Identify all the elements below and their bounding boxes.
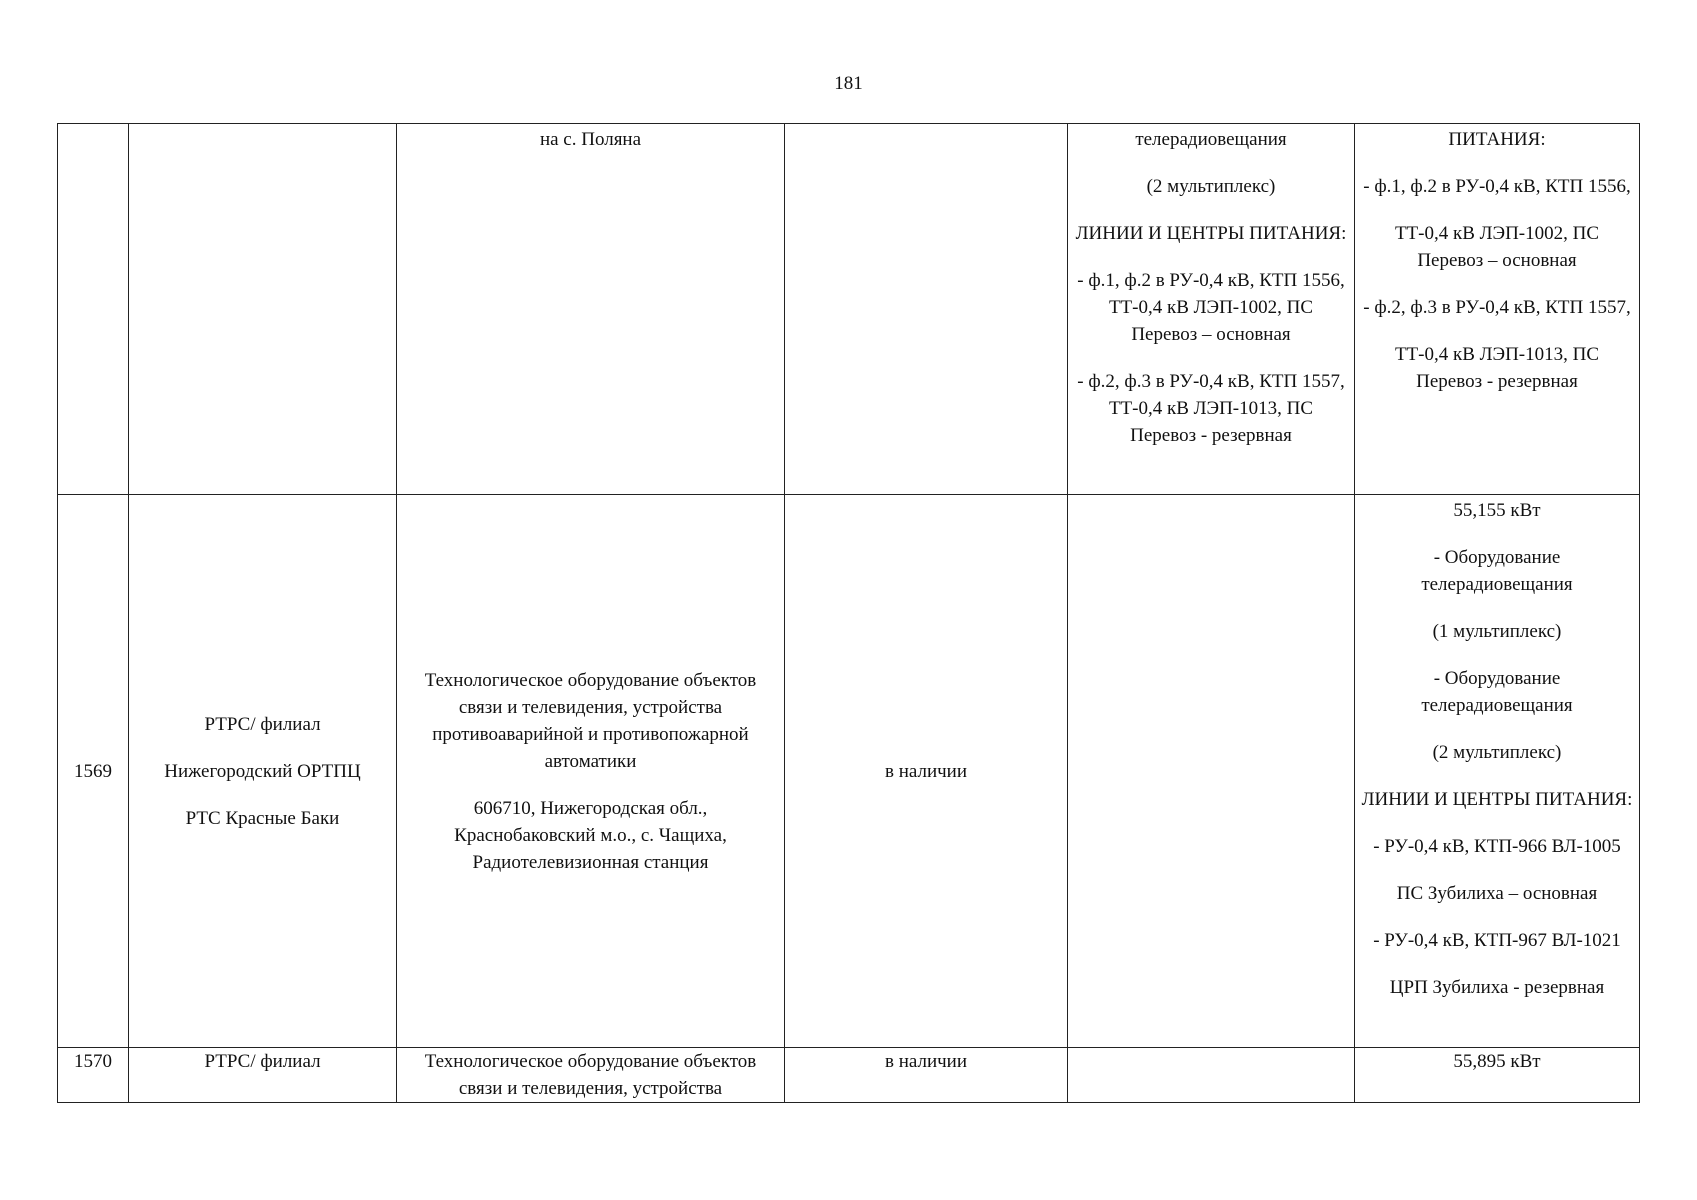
object-address: 606710, Нижегородская обл., Краснобаковский м.о., с. Чащиха, Радиотелевизионная станция (454, 797, 727, 873)
cell-object (397, 1048, 785, 1103)
col6-text: ЛИНИИ И ЦЕНТРЫ ПИТАНИЯ: (1361, 789, 1633, 810)
cell-object (397, 124, 785, 495)
cell-owner (129, 495, 397, 1048)
col5-text: - ф.2, ф.3 в РУ-0,4 кВ, КТП 1557, ТТ-0,4 кВ ЛЭП-1013, ПС Перевоз - резервная (1077, 371, 1345, 446)
cell-col6 (1355, 1048, 1640, 1103)
col5-text: телерадиовещания (1135, 129, 1287, 150)
col5-text: - ф.1, ф.2 в РУ-0,4 кВ, КТП 1556, ТТ-0,4 кВ ЛЭП-1002, ПС Перевоз – основная (1077, 270, 1345, 345)
row-number: 1570 (74, 1051, 112, 1072)
table-row (58, 495, 1640, 1048)
cell-col5 (1068, 495, 1355, 1048)
power-value: 55,895 кВт (1453, 1051, 1541, 1072)
col6-text: - РУ-0,4 кВ, КТП-966 ВЛ-1005 (1373, 836, 1621, 857)
owner-text: Нижегородский ОРТПЦ (164, 760, 361, 782)
table-row (58, 124, 1640, 495)
cell-col6 (1355, 124, 1640, 495)
cell-status (785, 495, 1068, 1048)
col5-text: (2 мультиплекс) (1146, 176, 1276, 197)
cell-status (785, 124, 1068, 495)
col6-text: ЦРП Зубилиха - резервная (1389, 977, 1605, 998)
owner-text: РТС Красные Баки (185, 807, 340, 829)
cell-num (58, 1048, 129, 1103)
col5-text: ЛИНИИ И ЦЕНТРЫ ПИТАНИЯ: (1075, 223, 1347, 244)
status-text: в наличии (884, 760, 968, 782)
status-text: в наличии (884, 1051, 968, 1072)
col6-text: ТТ-0,4 кВ ЛЭП-1002, ПС Перевоз – основная (1394, 223, 1600, 271)
cell-owner (129, 124, 397, 495)
object-text: Технологическое оборудование объектов связи и телевидения, устройства противоаварийной и противопожарной автоматики (424, 669, 757, 772)
col6-text: - РУ-0,4 кВ, КТП-967 ВЛ-1021 (1373, 930, 1621, 951)
table-row (58, 1048, 1640, 1103)
page-number: 181 (834, 73, 863, 94)
cell-status (785, 1048, 1068, 1103)
col6-text: ПИТАНИЯ: (1448, 129, 1546, 150)
cell-num (58, 124, 129, 495)
cell-col5 (1068, 124, 1355, 495)
col6-text: - ф.1, ф.2 в РУ-0,4 кВ, КТП 1556, (1363, 176, 1631, 197)
cell-object (397, 495, 785, 1048)
power-value: 55,155 кВт (1453, 500, 1541, 521)
col6-text: ПС Зубилиха – основная (1396, 883, 1598, 904)
col6-text: - ф.2, ф.3 в РУ-0,4 кВ, КТП 1557, (1363, 297, 1631, 318)
col6-text: (1 мультиплекс) (1432, 621, 1562, 642)
owner-text: РТРС/ филиал (204, 1051, 321, 1072)
cell-num (58, 495, 129, 1048)
col6-text: - Оборудование телерадиовещания (1421, 668, 1573, 716)
cell-col5 (1068, 1048, 1355, 1103)
cell-col6 (1355, 495, 1640, 1048)
facilities-table (57, 123, 1640, 1103)
col6-text: ТТ-0,4 кВ ЛЭП-1013, ПС Перевоз - резервная (1394, 344, 1600, 392)
object-text: Технологическое оборудование объектов связи и телевидения, устройства (424, 1051, 757, 1099)
col6-text: (2 мультиплекс) (1432, 742, 1562, 763)
owner-text: РТРС/ филиал (204, 713, 321, 735)
cell-owner (129, 1048, 397, 1103)
col6-text: - Оборудование телерадиовещания (1421, 547, 1573, 595)
row-number: 1569 (74, 760, 112, 782)
object-text: на с. Поляна (539, 129, 642, 150)
